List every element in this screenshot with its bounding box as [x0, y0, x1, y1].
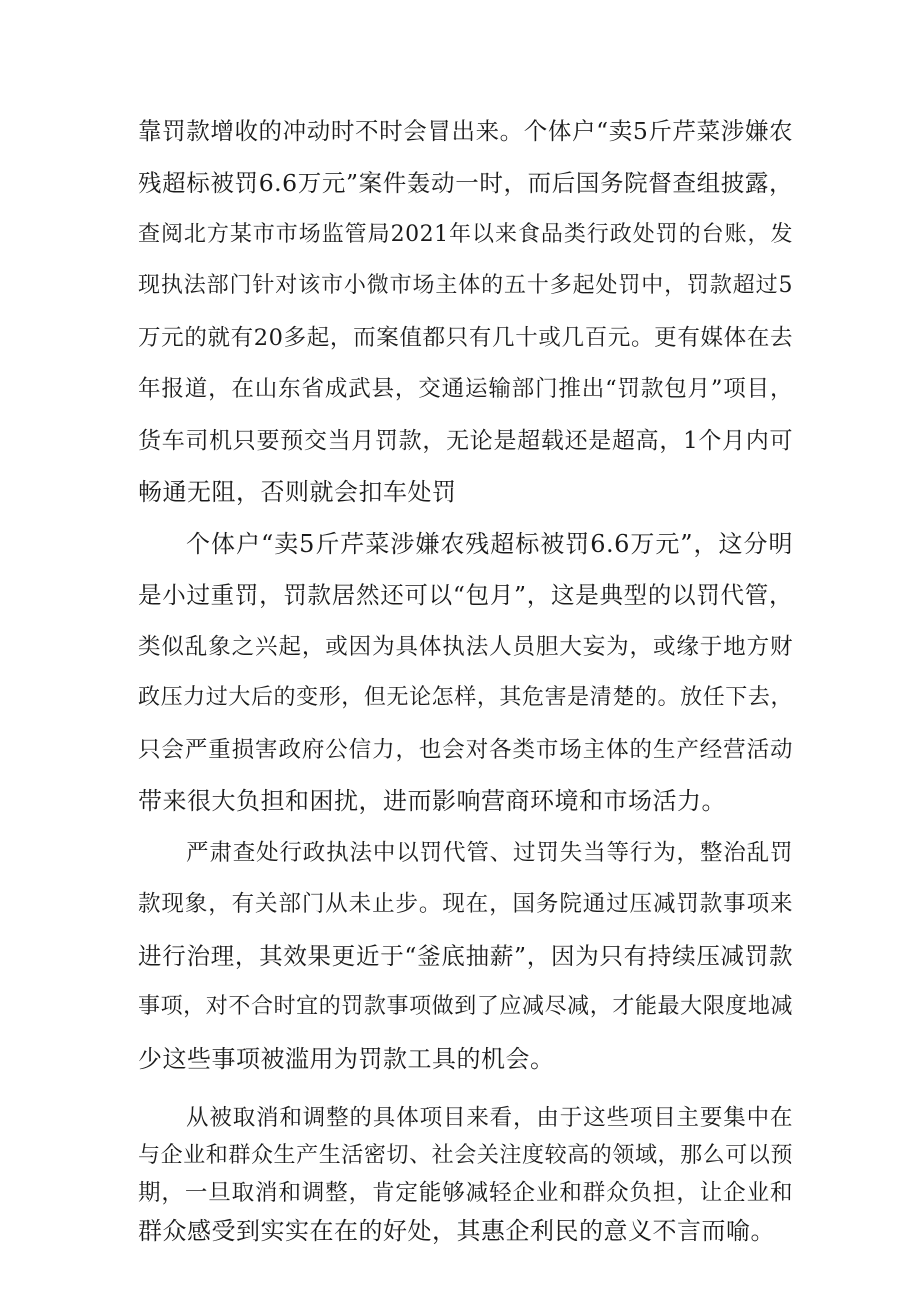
paragraph-3-line-4: 事项，对不合时宜的罚款事项做到了应减尽减，才能最大限度地减: [138, 994, 793, 1019]
paragraph-4-line-2: 与企业和群众生产生活密切、社会关注度较高的领域，那么可以预: [138, 1143, 793, 1168]
paragraph-3-line-3: 进行治理，其效果更近于“釜底抽薪”，因为只有持续压减罚款: [138, 942, 793, 970]
paragraph-1-line-5: 万元的就有20多起，而案值都只有几十或几百元。更有媒体在去: [138, 325, 793, 351]
paragraph-4-line-1: 从被取消和调整的具体项目来看，由于这些项目主要集中在: [186, 1105, 793, 1131]
paragraph-3-line-5: 少这些事项被滥用为罚款工具的机会。: [138, 1045, 555, 1073]
paragraph-1-line-8: 畅通无阻，否则就会扣车处罚: [138, 478, 457, 506]
paragraph-1-line-6: 年报道，在山东省成武县，交通运输部门推出“罚款包月”项目，: [138, 376, 793, 402]
paragraph-1-line-4: 现执法部门针对该市小微市场主体的五十多起处罚中，罚款超过5: [138, 273, 793, 298]
paragraph-2-line-2: 是小过重罚，罚款居然还可以“包月”，这是典型的以罚代管，: [138, 581, 793, 609]
paragraph-2-line-1: 个体户“卖5斤芹菜涉嫌农残超标被罚6.6万元”，这分明: [186, 530, 793, 558]
paragraph-2-line-4: 政压力过大后的变形，但无论怎样，其危害是清楚的。放任下去，: [138, 685, 793, 710]
paragraph-3-line-2: 款现象，有关部门从未止步。现在，国务院通过压减罚款事项来: [138, 891, 793, 917]
paragraph-2-line-3: 类似乱象之兴起，或因为具体执法人员胆大妄为，或缘于地方财: [138, 634, 793, 660]
paragraph-3-line-1: 严肃查处行政执法中以罚代管、过罚失当等行为，整治乱罚: [186, 840, 793, 866]
paragraph-1-line-1: 靠罚款增收的冲动时不时会冒出来。个体户“卖5斤芹菜涉嫌农: [138, 117, 793, 145]
paragraph-1-line-7: 货车司机只要预交当月罚款，无论是超载还是超高，1个月内可: [138, 428, 793, 454]
paragraph-2-line-6: 带来很大负担和困扰，进而影响营商环境和市场活力。: [138, 787, 726, 815]
paragraph-1-line-3: 查阅北方某市市场监管局2021年以来食品类行政处罚的台账，发: [138, 222, 793, 247]
paragraph-4-line-3: 期，一旦取消和调整，肯定能够减轻企业和群众负担，让企业和: [138, 1180, 793, 1206]
paragraph-4-line-4: 群众感受到实实在在的好处，其惠企利民的意义不言而喻。: [138, 1217, 775, 1245]
paragraph-1-line-2: 残超标被罚6.6万元”案件轰动一时，而后国务院督查组披露，: [138, 169, 793, 197]
paragraph-2-line-5: 只会严重损害政府公信力，也会对各类市场主体的生产经营活动: [138, 737, 793, 763]
